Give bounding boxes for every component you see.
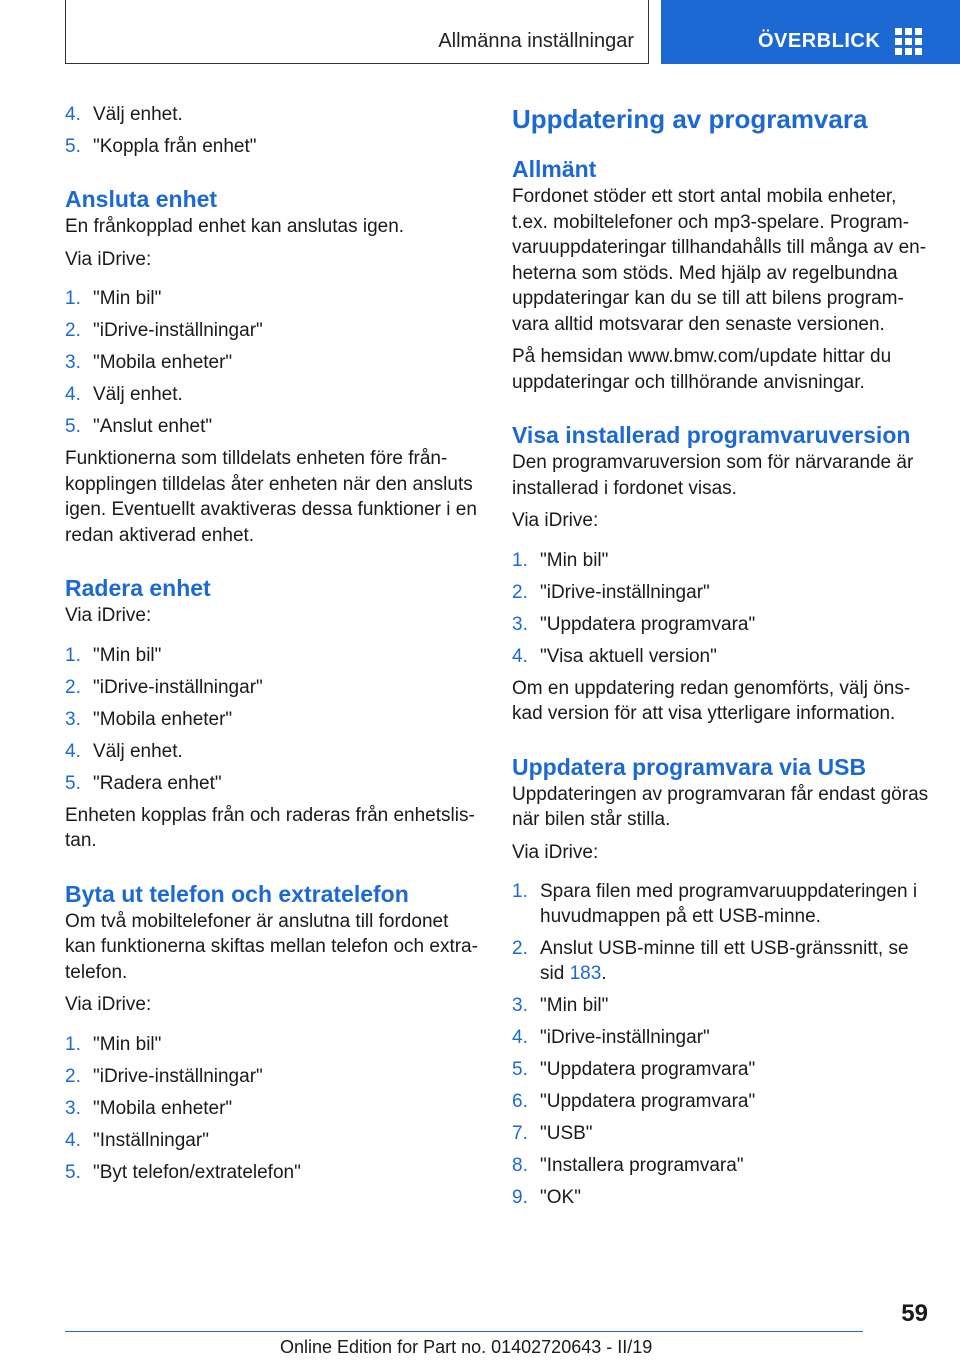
page-link[interactable]: 183 xyxy=(569,963,602,984)
list-item: 8. "Installera programvara" xyxy=(512,1155,744,1176)
heading-delete-device: Radera enhet xyxy=(65,575,211,601)
usb-intro: Uppdateringen av programvaran får endast göras när bilen står stilla. xyxy=(512,783,929,830)
heading-show-version: Visa installerad programvaruversion xyxy=(512,422,911,448)
heading-swap-phone: Byta ut telefon och extratelefon xyxy=(65,880,409,907)
page-title: Uppdatering av programvara xyxy=(512,104,868,134)
usb-via: Via iDrive: xyxy=(512,841,599,863)
connect-intro: En frånkopplad enhet kan anslutas igen. xyxy=(65,216,405,237)
page-number: 59 xyxy=(901,1300,928,1327)
swap-steps xyxy=(65,1032,479,1185)
list-item: 3. "Mobila enheter" xyxy=(65,708,233,730)
overview-button[interactable] xyxy=(661,0,960,64)
delete-via: Via iDrive: xyxy=(65,605,152,626)
list-item: 4. Välj enhet. xyxy=(65,104,183,125)
list-item: 2. "iDrive-inställningar" xyxy=(65,1065,263,1087)
list-item: 1. Spara filen med programvaruuppdateringen i huvudmappen på ett USB-minne. xyxy=(512,881,918,927)
list-item: 2. Anslut USB-minne till ett USB-gränssnitt, se sid 183. xyxy=(512,938,909,984)
list-item: 6. "Uppdatera programvara" xyxy=(512,1091,756,1112)
list-item: 1. "Min bil" xyxy=(65,644,162,666)
list-item: 5. "Koppla från enhet" xyxy=(65,136,257,157)
footer-divider xyxy=(65,1331,863,1332)
list-item: 4. Välj enhet. xyxy=(65,740,183,762)
show-version-intro: Den programvaruversion som för närvarande är installerad i fordonet visas. xyxy=(512,452,914,499)
left-column xyxy=(65,102,479,1192)
list-item: 9. "OK" xyxy=(512,1187,581,1208)
general-p2: På hemsidan www.bmw.com/update hittar du uppdateringar och tillhörande anvisningar. xyxy=(512,346,892,393)
connect-steps xyxy=(65,286,479,439)
connect-note: Funktionerna som tilldelats enheten före frånkopplingen tilldelas åter enheten när den ansluts igen. Eventuellt avaktiveras dessa funktioner i en redan aktiverad enhet. xyxy=(65,448,477,546)
overview-label: ÖVERBLICK xyxy=(758,30,881,52)
swap-intro: Om två mobiltelefoner är anslutna till fordonet kan funktionerna skiftas mellan telefon och extratelefon. xyxy=(65,910,478,983)
general-p1: Fordonet stöder ett stort antal mobila enheter, t.ex. mobiltelefoner och mp3-spelare. Programvaruuppdateringar tillhandahålls till många av enheterna som stöds. Med hjälp av regelbundna uppdateringar kan du se till att bilens programvara alltid motsvarar den senaste versionen. xyxy=(512,186,927,335)
list-item: 7. "USB" xyxy=(512,1123,593,1144)
steps-top xyxy=(65,102,479,159)
delete-note: Enheten kopplas från och raderas från enhetslistan. xyxy=(65,804,475,851)
heading-general: Allmänt xyxy=(512,156,597,182)
list-item: 5. "Anslut enhet" xyxy=(65,416,213,437)
list-item: 1. "Min bil" xyxy=(512,549,609,571)
show-version-steps xyxy=(512,548,932,669)
list-item: 4. Välj enhet. xyxy=(65,384,183,405)
show-version-note: Om en uppdatering redan genomförts, välj önskad version för att visa ytterligare information. xyxy=(512,677,911,724)
section-tab xyxy=(65,0,649,64)
list-item: 2. "iDrive-inställningar" xyxy=(512,581,710,603)
footer-edition: Online Edition for Part no. 01402720643 - II/19 xyxy=(280,1337,653,1357)
connect-via: Via iDrive: xyxy=(65,248,152,270)
list-item: 4. "Visa aktuell version" xyxy=(512,645,717,667)
list-item: 1. "Min bil" xyxy=(65,288,162,309)
list-item: 5. "Uppdatera programvara" xyxy=(512,1059,756,1080)
list-item: 5. "Byt telefon/extratelefon" xyxy=(65,1161,301,1183)
list-item: 1. "Min bil" xyxy=(65,1033,162,1055)
right-column xyxy=(512,102,932,1217)
list-item: 2. "iDrive-inställningar" xyxy=(65,676,263,698)
list-item: 5. "Radera enhet" xyxy=(65,772,222,794)
list-item: 2. "iDrive-inställningar" xyxy=(65,320,263,341)
heading-usb-update: Uppdatera programvara via USB xyxy=(512,753,867,780)
list-item: 3. "Mobila enheter" xyxy=(65,352,233,373)
list-item: 3. "Min bil" xyxy=(512,995,609,1016)
section-title: Allmänna inställningar xyxy=(438,30,634,52)
list-item: 4. "Inställningar" xyxy=(65,1129,209,1151)
show-version-via: Via iDrive: xyxy=(512,510,599,531)
list-item: 3. "Mobila enheter" xyxy=(65,1097,233,1119)
usb-steps xyxy=(512,879,932,1210)
heading-connect-device: Ansluta enhet xyxy=(65,186,218,212)
list-item: 4. "iDrive-inställningar" xyxy=(512,1027,710,1048)
grid-icon xyxy=(895,28,921,54)
list-item: 3. "Uppdatera programvara" xyxy=(512,613,756,635)
delete-steps xyxy=(65,643,479,796)
swap-via: Via iDrive: xyxy=(65,994,152,1015)
